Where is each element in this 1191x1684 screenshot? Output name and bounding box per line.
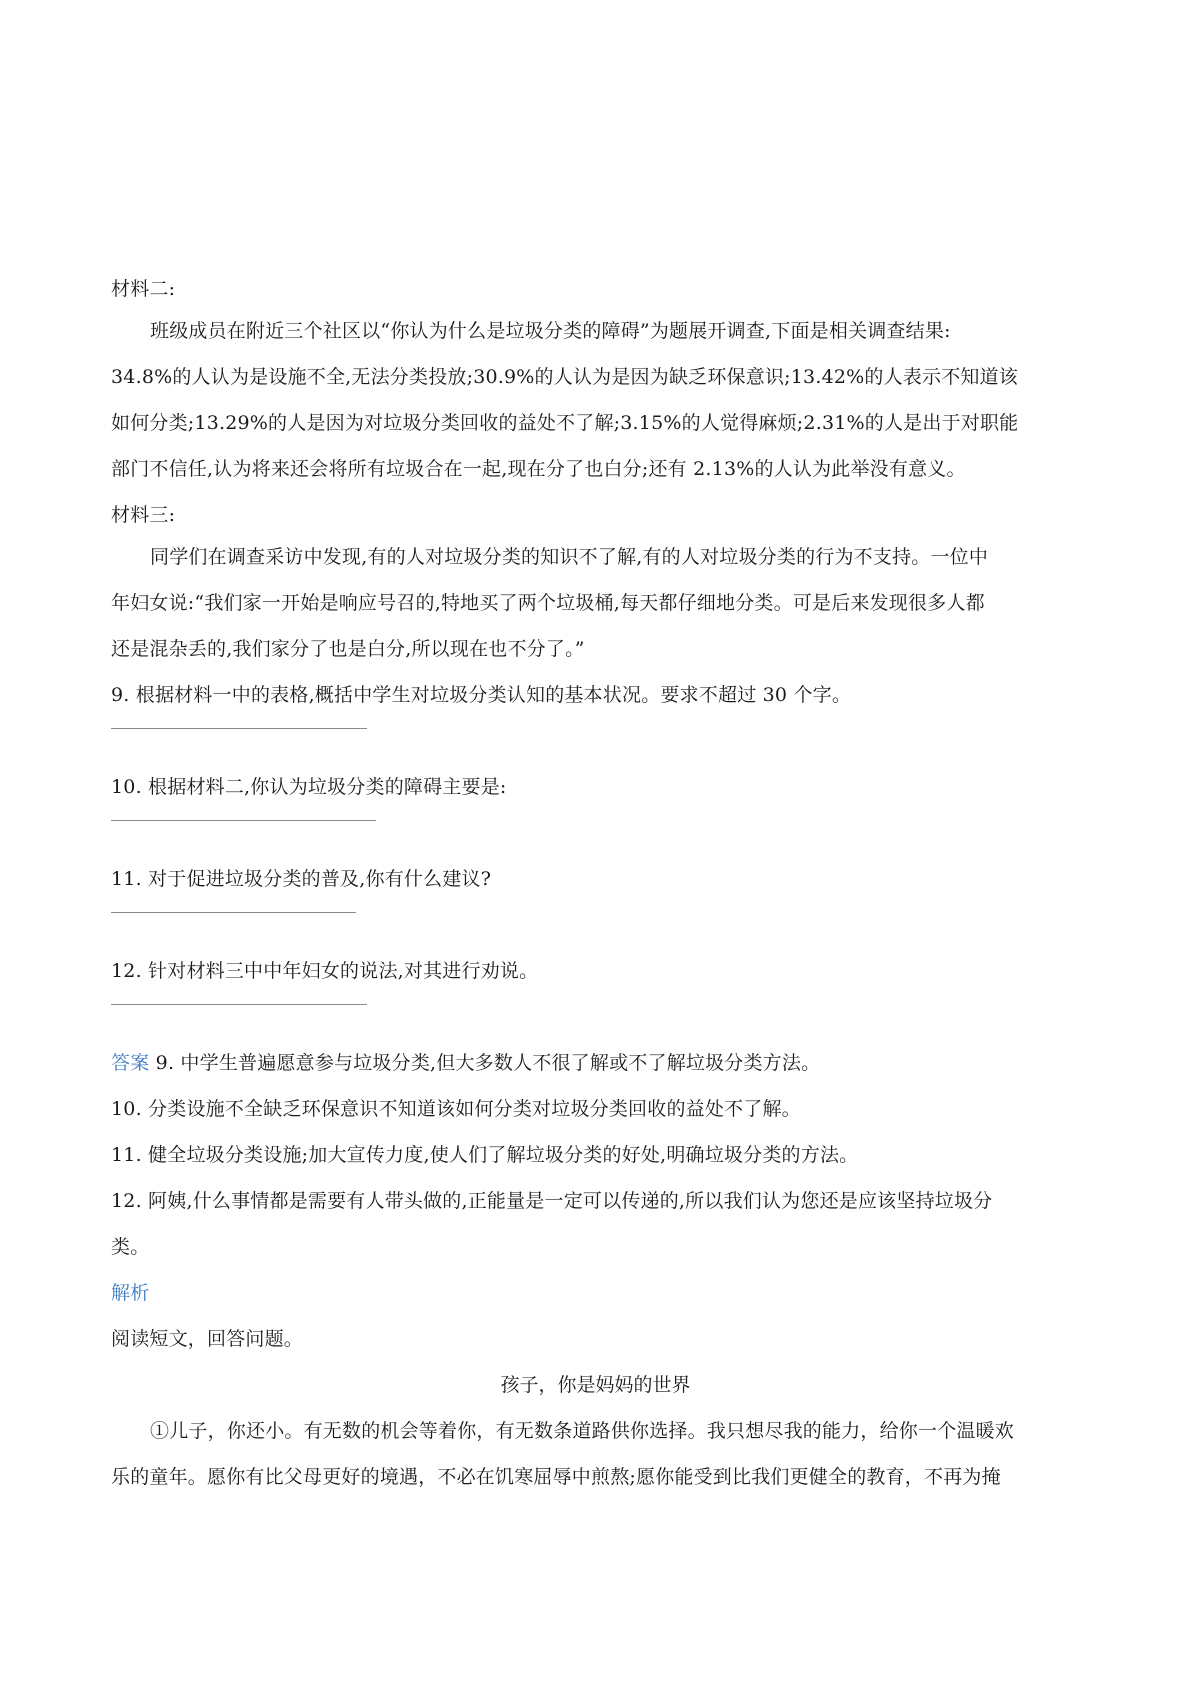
question-9: 9. 根据材料一中的表格,概括中学生对垃圾分类认知的基本状况。要求不超过 30 个字。 [111, 684, 852, 706]
material2-line-1: 班级成员在附近三个社区以“你认为什么是垃圾分类的障碍”为题展开调查,下面是相关调查结果: [150, 320, 951, 342]
question-10: 10. 根据材料二,你认为垃圾分类的障碍主要是: [111, 776, 507, 798]
answer-9-row [111, 1050, 820, 1076]
answer-12-line-2: 类。 [111, 1236, 150, 1258]
answer-blank-9[interactable] [111, 728, 367, 729]
reading-instruction: 阅读短文，回答问题。 [111, 1328, 304, 1350]
answer-blank-10[interactable] [111, 820, 376, 821]
material3-line-3: 还是混杂丢的,我们家分了也是白分,所以现在也不分了。” [111, 638, 585, 660]
material2-line-4: 部门不信任,认为将来还会将所有垃圾合在一起,现在分了也白分;还有 2.13%的人认为此举没有意义。 [111, 458, 966, 480]
material3-heading: 材料三: [111, 504, 176, 526]
material2-line-2: 34.8%的人认为是设施不全,无法分类投放;30.9%的人认为是因为缺乏环保意识;13.42%的人表示不知道该 [111, 366, 1019, 388]
answer-blank-12[interactable] [111, 1004, 367, 1005]
answer-10: 10. 分类设施不全缺乏环保意识不知道该如何分类对垃圾分类回收的益处不了解。 [111, 1098, 801, 1120]
material3-line-1: 同学们在调查采访中发现,有的人对垃圾分类的知识不了解,有的人对垃圾分类的行为不支持。一位中 [150, 546, 989, 568]
answer-11: 11. 健全垃圾分类设施;加大宣传力度,使人们了解垃圾分类的好处,明确垃圾分类的方法。 [111, 1144, 859, 1166]
analysis-label: 解析 [111, 1282, 150, 1304]
material2-line-3: 如何分类;13.29%的人是因为对垃圾分类回收的益处不了解;3.15%的人觉得麻烦;2.31%的人是出于对职能 [111, 412, 1019, 434]
material3-line-2: 年妇女说:“我们家一开始是响应号召的,特地买了两个垃圾桶,每天都仔细地分类。可是后来发现很多人都 [111, 592, 985, 614]
passage-p1-line-1: ①儿子，你还小。有无数的机会等着你，有无数条道路供你选择。我只想尽我的能力，给你一个温暖欢 [150, 1420, 1015, 1442]
answer-blank-11[interactable] [111, 912, 356, 913]
answer-12-line-1: 12. 阿姨,什么事情都是需要有人带头做的,正能量是一定可以传递的,所以我们认为您还是应该坚持垃圾分 [111, 1190, 993, 1212]
material2-heading: 材料二: [111, 278, 176, 300]
answer-label: 答案 [111, 1052, 150, 1074]
passage-title: 孩子，你是妈妈的世界 [500, 1374, 691, 1396]
question-11: 11. 对于促进垃圾分类的普及,你有什么建议? [111, 868, 492, 890]
passage-p1-line-2: 乐的童年。愿你有比父母更好的境遇，不必在饥寒屈辱中煎熬;愿你能受到比我们更健全的教育，不再为掩 [111, 1466, 1001, 1488]
answer-9: 9. 中学生普遍愿意参与垃圾分类,但大多数人不很了解或不了解垃圾分类方法。 [155, 1052, 821, 1074]
question-12: 12. 针对材料三中中年妇女的说法,对其进行劝说。 [111, 960, 539, 982]
